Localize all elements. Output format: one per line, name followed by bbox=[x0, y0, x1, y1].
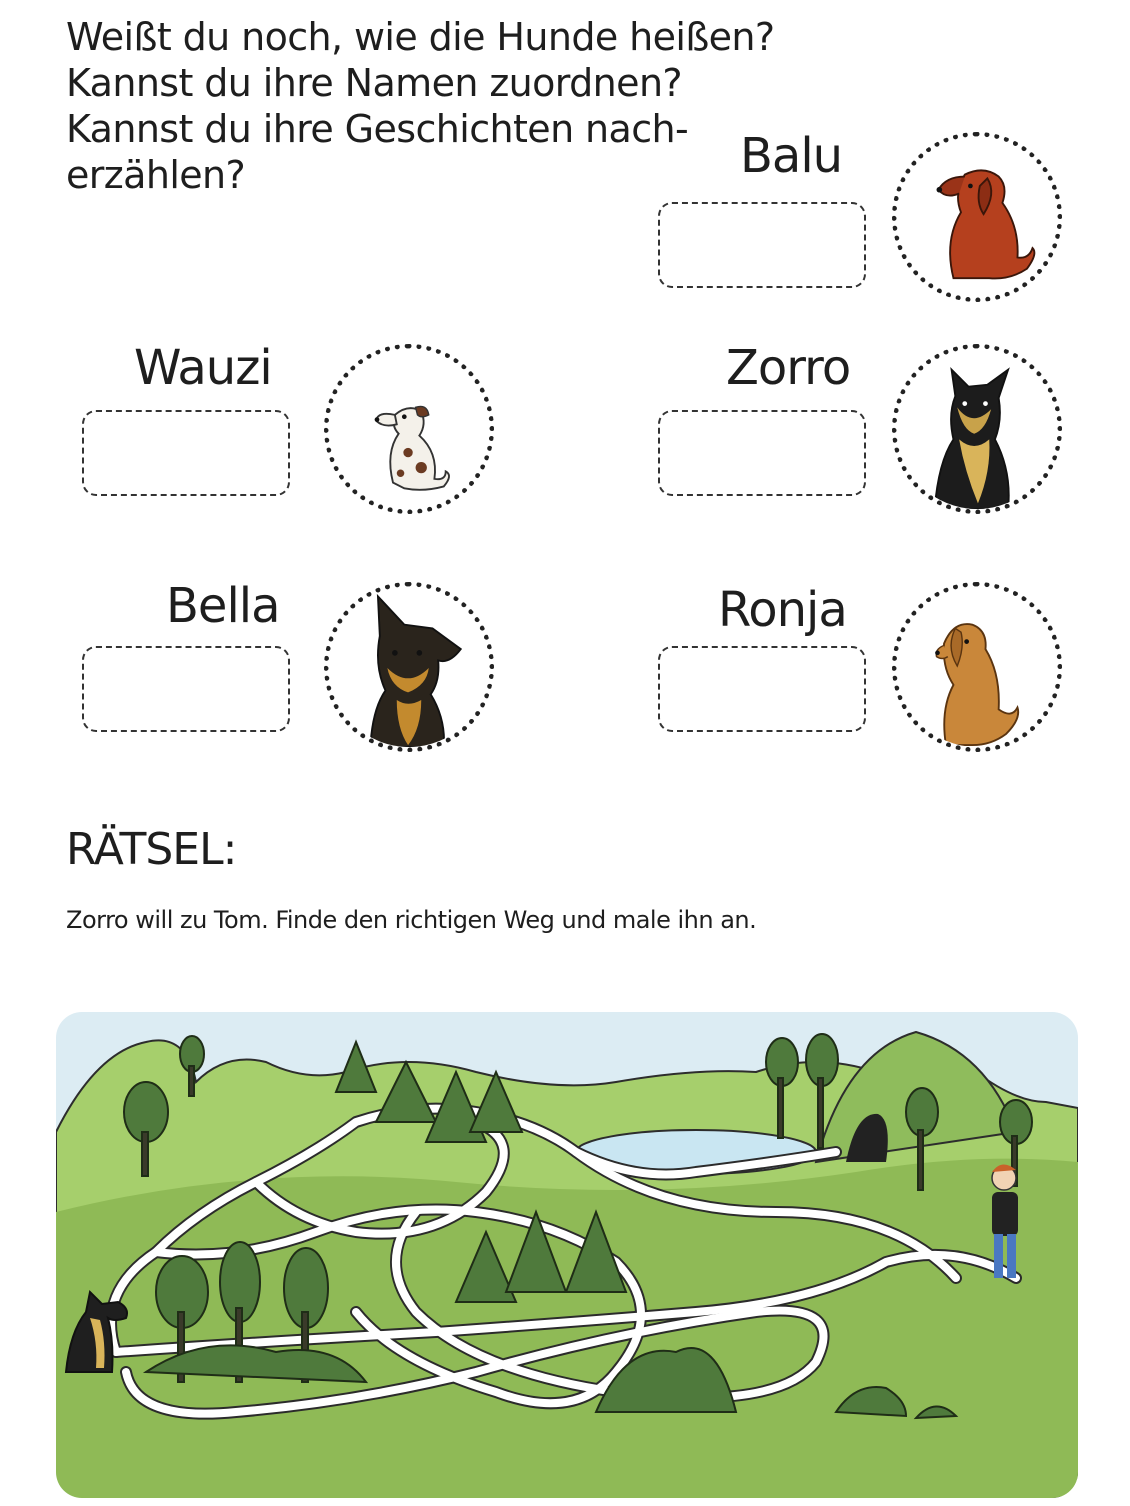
dog-picture-red bbox=[892, 132, 1062, 302]
dog-picture-rottweiler bbox=[324, 582, 494, 752]
dog-picture-shepherd bbox=[892, 344, 1062, 514]
answer-box-1[interactable] bbox=[658, 202, 866, 288]
rottweiler-dog-icon bbox=[329, 587, 489, 747]
dog-name-bella: Bella bbox=[166, 578, 280, 634]
riddle-title: RÄTSEL: bbox=[66, 824, 237, 875]
dog-name-wauzi: Wauzi bbox=[134, 340, 272, 396]
dog-picture-spotted bbox=[324, 344, 494, 514]
shepherd-dog-icon bbox=[897, 349, 1057, 509]
intro-text bbox=[66, 14, 775, 198]
intro-line-3: Kannst du ihre Geschichten nach- bbox=[66, 107, 689, 151]
spotted-dog-icon bbox=[329, 349, 489, 509]
answer-box-5[interactable] bbox=[658, 646, 866, 732]
riddle-instruction: Zorro will zu Tom. Finde den richtigen Weg und male ihn an. bbox=[66, 906, 757, 934]
maze-picture bbox=[56, 1012, 1078, 1498]
answer-box-4[interactable] bbox=[82, 646, 290, 732]
dog-picture-golden bbox=[892, 582, 1062, 752]
intro-line-1: Weißt du noch, wie die Hunde heißen? bbox=[66, 15, 775, 59]
intro-line-4: erzählen? bbox=[66, 153, 246, 197]
dog-name-zorro: Zorro bbox=[726, 340, 851, 396]
dog-name-balu: Balu bbox=[740, 128, 843, 184]
answer-box-2[interactable] bbox=[82, 410, 290, 496]
answer-box-3[interactable] bbox=[658, 410, 866, 496]
red-dog-icon bbox=[897, 137, 1057, 297]
dog-name-ronja: Ronja bbox=[718, 582, 847, 638]
intro-line-2: Kannst du ihre Namen zuordnen? bbox=[66, 61, 682, 105]
maze-landscape bbox=[56, 1012, 1078, 1498]
golden-dog-icon bbox=[897, 587, 1057, 747]
